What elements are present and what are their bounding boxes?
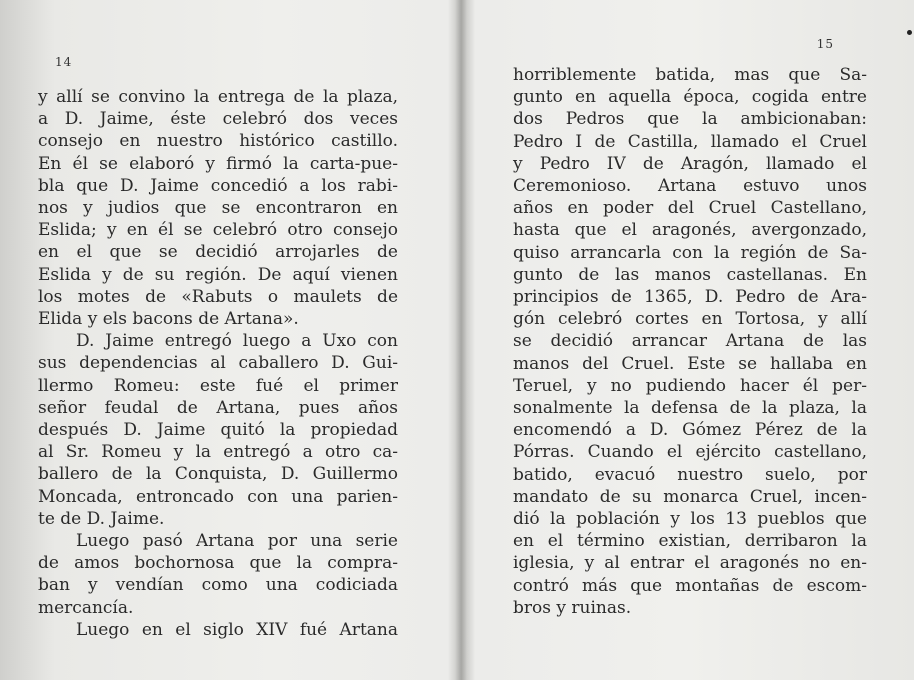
text-line: mercancía.: [38, 597, 134, 618]
text-line: Elida y els bacons de Artana».: [38, 309, 299, 330]
text-line: gunto de las manos castellanas. En: [513, 264, 867, 285]
text-line: iglesia, y al entrar el aragonés no en-: [513, 553, 867, 574]
text-line: contró más que montañas de escom-: [513, 575, 867, 596]
left-page-number: 14: [55, 55, 73, 69]
right-page-text: [513, 64, 867, 619]
text-line: te de D. Jaime.: [38, 508, 165, 529]
text-line: quiso arrancarla con la región de Sa-: [513, 242, 867, 263]
text-line: Eslida y de su región. De aquí vienen: [38, 264, 398, 285]
text-line: sus dependencias al caballero D. Gui-: [38, 353, 398, 374]
text-line: nos y judios que se encontraron en: [38, 198, 398, 219]
text-line: hasta que el aragonés, avergonzado,: [513, 220, 867, 241]
text-line: encomendó a D. Gómez Pérez de la: [513, 420, 867, 441]
text-line: a D. Jaime, éste celebró dos veces: [38, 109, 398, 130]
text-line: Ceremonioso. Artana estuvo unos: [513, 176, 867, 197]
left-page-text: [38, 86, 398, 641]
text-line: consejo en nuestro histórico castillo.: [38, 131, 398, 152]
text-line: después D. Jaime quitó la propiedad: [38, 420, 398, 441]
text-line: ballero de la Conquista, D. Guillermo: [38, 464, 398, 485]
right-page-number: 15: [816, 37, 834, 51]
text-line: En él se elaboró y firmó la carta-pue-: [38, 153, 398, 174]
text-line: al Sr. Romeu y la entregó a otro ca-: [38, 442, 398, 463]
text-line: dos Pedros que la ambicionaban:: [513, 109, 867, 130]
text-line: mandato de su monarca Cruel, incen-: [513, 486, 867, 507]
text-line: batido, evacuó nuestro suelo, por: [513, 464, 867, 485]
text-line: Moncada, entroncado con una parien-: [38, 486, 398, 507]
text-line: años en poder del Cruel Castellano,: [513, 198, 867, 219]
text-line: Eslida; y en él se celebró otro consejo: [38, 220, 398, 241]
text-line: Pedro I de Castilla, llamado el Cruel: [513, 131, 867, 152]
text-line: Luego en el siglo XIV fué Artana: [76, 619, 398, 640]
text-line: se decidió arrancar Artana de las: [513, 331, 867, 352]
text-line: de amos bochornosa que la compra-: [38, 553, 398, 574]
text-line: bla que D. Jaime concedió a los rabi-: [38, 175, 398, 196]
text-line: D. Jaime entregó luego a Uxo con: [76, 331, 398, 352]
text-line: y Pedro IV de Aragón, llamado el: [513, 153, 867, 174]
text-line: en el término existian, derribaron la: [513, 531, 867, 552]
edge-mark: [907, 30, 912, 35]
text-line: gón celebró cortes en Tortosa, y allí: [513, 309, 867, 330]
text-line: principios de 1365, D. Pedro de Ara-: [513, 287, 867, 308]
right-page: [467, 0, 914, 680]
text-line: señor feudal de Artana, pues años: [38, 397, 398, 418]
text-line: y allí se convino la entrega de la plaza,: [38, 87, 398, 107]
text-line: dió la población y los 13 pueblos que: [513, 509, 867, 530]
text-line: gunto en aquella época, cogida entre: [513, 87, 867, 108]
text-line: llermo Romeu: este fué el primer: [38, 375, 398, 396]
text-line: manos del Cruel. Este se hallaba en: [513, 353, 867, 374]
text-line: sonalmente la defensa de la plaza, la: [513, 398, 867, 419]
text-line: los motes de «Rabuts o maulets de: [38, 286, 398, 307]
text-line: Pórras. Cuando el ejército castellano,: [513, 442, 867, 463]
text-line: horriblemente batida, mas que Sa-: [513, 65, 867, 85]
text-line: ban y vendían como una codiciada: [38, 575, 398, 596]
text-line: Luego pasó Artana por una serie: [76, 531, 398, 552]
text-line: bros y ruinas.: [513, 597, 632, 618]
text-line: en el que se decidió arrojarles de: [38, 242, 398, 263]
text-line: Teruel, y no pudiendo hacer él per-: [513, 375, 867, 396]
